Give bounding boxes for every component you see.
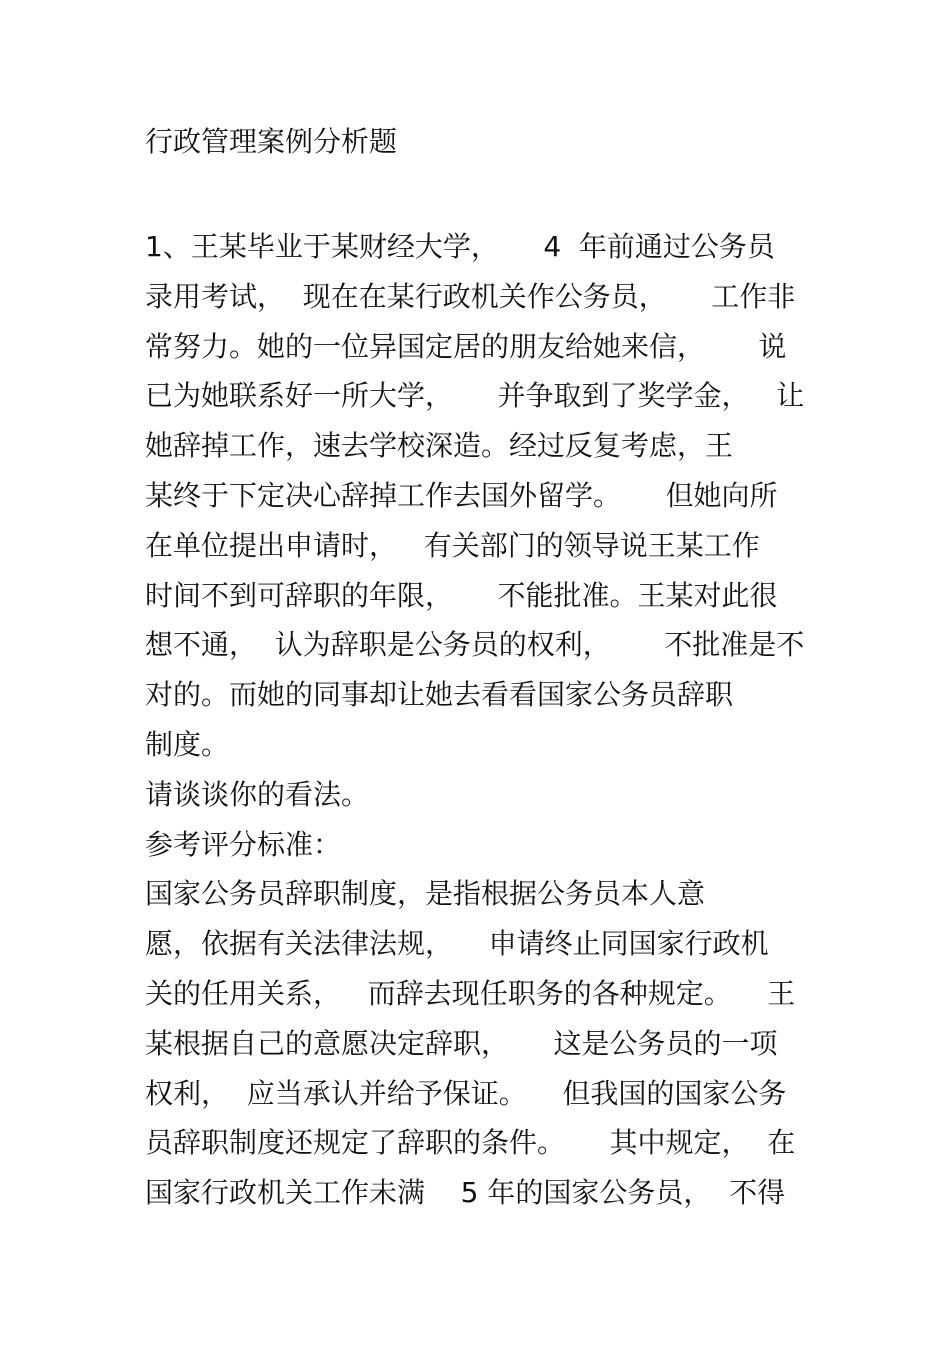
text-line: 想不通， 认为辞职是公务员的权利， 不批准是不 [145,628,805,662]
text-line: 某根据自己的意愿决定辞职， 这是公务员的一项 [145,1026,778,1060]
text-line: 时间不到可辞职的年限， 不能批准。王某对此很 [145,578,778,612]
text-line: 员辞职制度还规定了辞职的条件。 其中规定， 在 [145,1126,796,1160]
text-line: 关的任用关系， 而辞去现任职务的各种规定。 王 [145,976,796,1010]
text-line: 常努力。她的一位异国定居的朋友给她来信， 说 [145,329,787,363]
document-body [145,222,825,1218]
text-line: 某终于下定决心辞掉工作去国外留学。 但她向所 [145,478,778,512]
text-line: 在单位提出申请时， 有关部门的领导说王某工作 [145,528,760,562]
section-heading: 参考评分标准： [145,827,342,861]
text-line: 权利， 应当承认并给予保证。 但我国的国家公务 [145,1076,787,1110]
text-line: 制度。 [145,727,230,761]
text-line: 已为她联系好一所大学， 并争取到了奖学金， 让 [145,379,805,413]
document-title: 行政管理案例分析题 [145,125,398,158]
text-line: 国家行政机关工作未满 5 年的国家公务员， 不得 [145,1176,786,1210]
text-line: 国家公务员辞职制度，是指根据公务员本人意 [145,877,706,911]
text-line: 她辞掉工作，速去学校深造。经过反复考虑，王 [145,429,734,463]
question-line: 请谈谈你的看法。 [145,777,370,811]
text-line: 录用考试， 现在在某行政机关作公务员， 工作非 [145,279,796,313]
text-line: 1、王某毕业于某财经大学， 4 年前通过公务员 [145,230,775,263]
text-line: 愿，依据有关法律法规， 申请终止同国家行政机 [145,927,769,961]
text-line: 对的。而她的同事却让她去看看国家公务员辞职 [145,678,734,712]
